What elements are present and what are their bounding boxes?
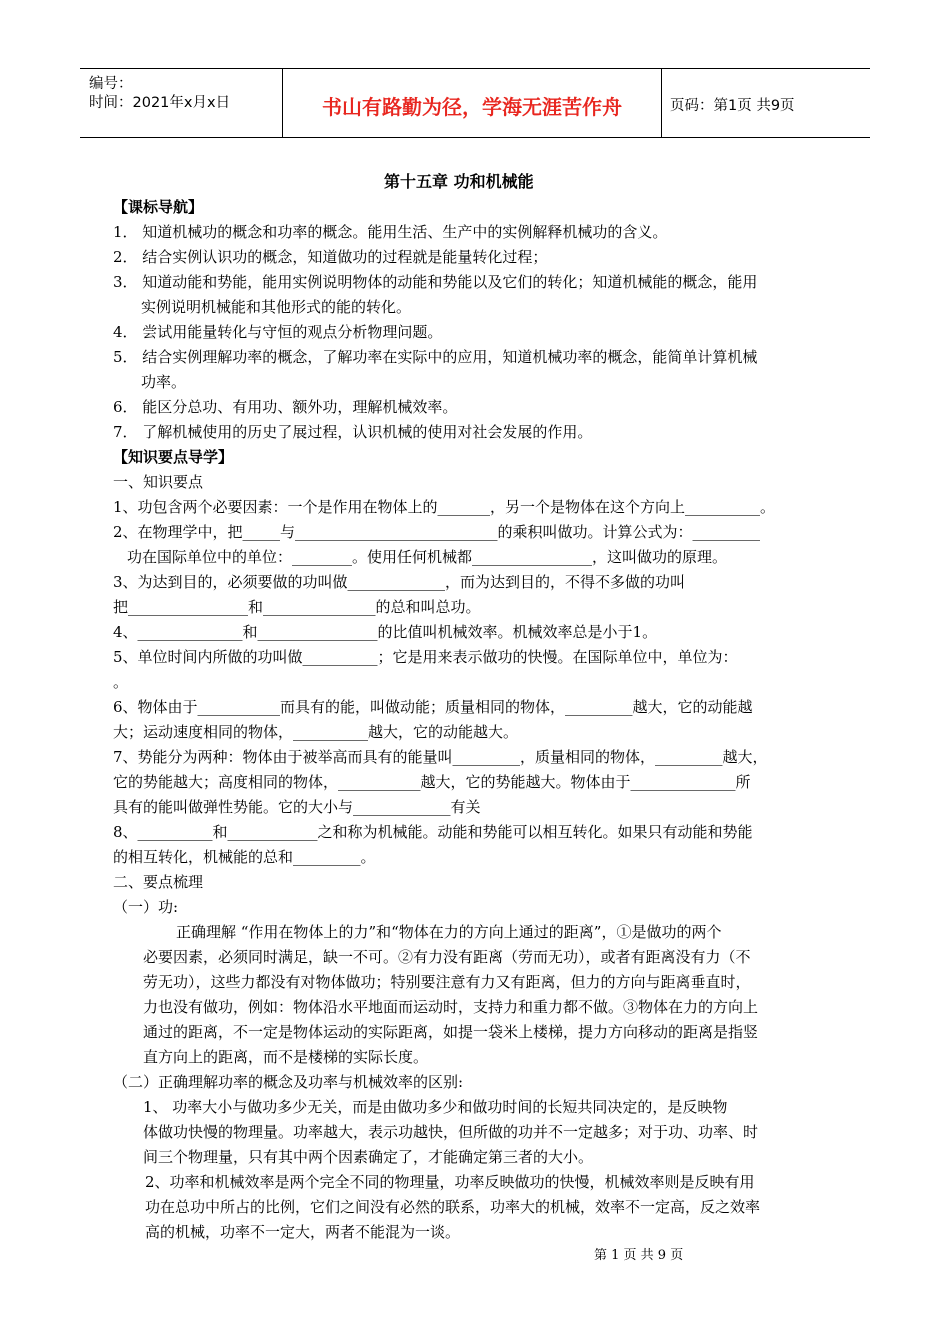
paragraph-line: 体做功快慢的物理量。功率越大，表示功越快，但所做的功并不一定越多；对于功、功率、时 <box>143 1123 759 1141</box>
part-heading: 一、知识要点 <box>113 473 204 491</box>
standard-item-cont: 实例说明机械能和其他形式的能的转化。 <box>141 298 412 316</box>
section-heading-knowledge: 【知识要点导学】 <box>113 448 234 466</box>
point-line: 它的势能越大；高度相同的物体，___________越大，它的势能越大。物体由于______________所 <box>113 773 751 791</box>
motto: 书山有路勤为径，学海无涯苦作舟 <box>322 95 622 119</box>
point-line: 1、功包含两个必要因素：一个是作用在物体上的_______，另一个是物体在这个方向上__________。 <box>113 498 776 516</box>
point-line: 。 <box>113 673 129 691</box>
point-line: 2、在物理学中，把_____与___________________________的乘积叫做功。计算公式为：_________ <box>113 523 761 541</box>
standard-item: 7． 了解机械使用的历史了展过程，认识机械的使用对社会发展的作用。 <box>113 423 593 441</box>
section-heading-standards: 【课标导航】 <box>113 198 204 216</box>
point-line: 3、为达到目的，必须要做的功叫做_____________，而为达到目的，不得不多做的功叫 <box>113 573 686 591</box>
page-code: 页码：第1页 共9页 <box>670 98 795 114</box>
standard-item: 1． 知道机械功的概念和功率的概念。能用生活、生产中的实例解释机械功的含义。 <box>113 223 668 241</box>
paragraph-line: 劳无功），这些力都没有对物体做功；特别要注意有力又有距离，但力的方向与距离垂直时， <box>143 973 751 991</box>
page-header <box>80 68 870 138</box>
point-line: 的相互转化，机械能的总和_________。 <box>113 848 376 866</box>
standard-item-cont: 功率。 <box>141 373 187 391</box>
point-line: 7、势能分为两种：物体由于被举高而具有的能量叫_________，质量相同的物体，_________越大， <box>113 748 768 766</box>
paragraph-line: 功在总功中所占的比例，它们之间没有必然的联系，功率大的机械，效率不一定高，反之效率 <box>145 1198 761 1216</box>
paragraph-line: 必要因素，必须同时满足，缺一不可。②有力没有距离（劳而无功），或者有距离没有力（不 <box>143 948 751 966</box>
standard-item: 2． 结合实例认识功的概念，知道做功的过程就是能量转化过程； <box>113 248 548 266</box>
sub-heading: （二）正确理解功率的概念及功率与机械效率的区别: <box>113 1073 464 1091</box>
point-line: 8、__________和____________之和称为机械能。动能和势能可以相互转化。如果只有动能和势能 <box>113 823 753 841</box>
standard-item: 3． 知道动能和势能，能用实例说明物体的动能和势能以及它们的转化；知道机械能的概念，能用 <box>113 273 758 291</box>
header-left-cell <box>80 69 283 137</box>
sub-heading: （一）功: <box>113 898 179 916</box>
standard-item: 4． 尝试用能量转化与守恒的观点分析物理问题。 <box>113 323 443 341</box>
point-line: 4、______________和________________的比值叫机械效率。机械效率总是小于1。 <box>113 623 658 641</box>
point-line: 6、物体由于___________而具有的能，叫做动能；质量相同的物体，_________越大，它的动能越 <box>113 698 753 716</box>
paragraph-line: 直方向上的距离，而不是楼梯的实际长度。 <box>143 1048 429 1066</box>
paragraph-line: 1、 功率大小与做功多少无关，而是由做功多少和做功时间的长短共同决定的，是反映物 <box>143 1098 728 1116</box>
standard-item: 6． 能区分总功、有用功、额外功，理解机械效率。 <box>113 398 458 416</box>
page-footer: 第 1 页 共 9 页 <box>594 1248 684 1263</box>
point-line: 大；运动速度相同的物体，__________越大，它的动能越大。 <box>113 723 519 741</box>
point-line: 具有的能叫做弹性势能。它的大小与_____________有关 <box>113 798 481 816</box>
standard-item: 5． 结合实例理解功率的概念，了解功率在实际中的应用，知道机械功率的概念，能简单计算机械 <box>113 348 758 366</box>
part-heading: 二、要点梳理 <box>113 873 204 891</box>
paragraph-line: 正确理解 “作用在物体上的力”和“物体在力的方向上通过的距离”，①是做功的两个 <box>176 923 722 941</box>
paragraph-line: 高的机械，功率不一定大，两者不能混为一谈。 <box>145 1223 461 1241</box>
header-motto-cell <box>283 69 662 137</box>
paragraph-line: 通过的距离，不一定是物体运动的实际距离，如提一袋米上楼梯，提力方向移动的距离是指竖 <box>143 1023 759 1041</box>
paragraph-line: 2、功率和机械效率是两个完全不同的物理量，功率反映做功的快慢，机械效率则是反映有用 <box>145 1173 755 1191</box>
number-label: 编号： <box>89 76 133 92</box>
point-line: 5、单位时间内所做的功叫做__________；它是用来表示做功的快慢。在国际单位中，单位为： <box>113 648 738 666</box>
paragraph-line: 力也没有做功，例如：物体沿水平地面而运动时，支持力和重力都不做。③物体在力的方向上 <box>143 998 759 1016</box>
point-line: 把________________和_______________的总和叫总功。 <box>113 598 481 616</box>
point-line: 功在国际单位中的单位：________。使用任何机械都________________，这叫做功的原理。 <box>127 548 728 566</box>
chapter-title: 第十五章 功和机械能 <box>384 172 534 191</box>
paragraph-line: 间三个物理量，只有其中两个因素确定了，才能确定第三者的大小。 <box>143 1148 594 1166</box>
header-right-cell <box>662 69 870 137</box>
time-label: 时间：2021年x月x日 <box>89 95 231 111</box>
